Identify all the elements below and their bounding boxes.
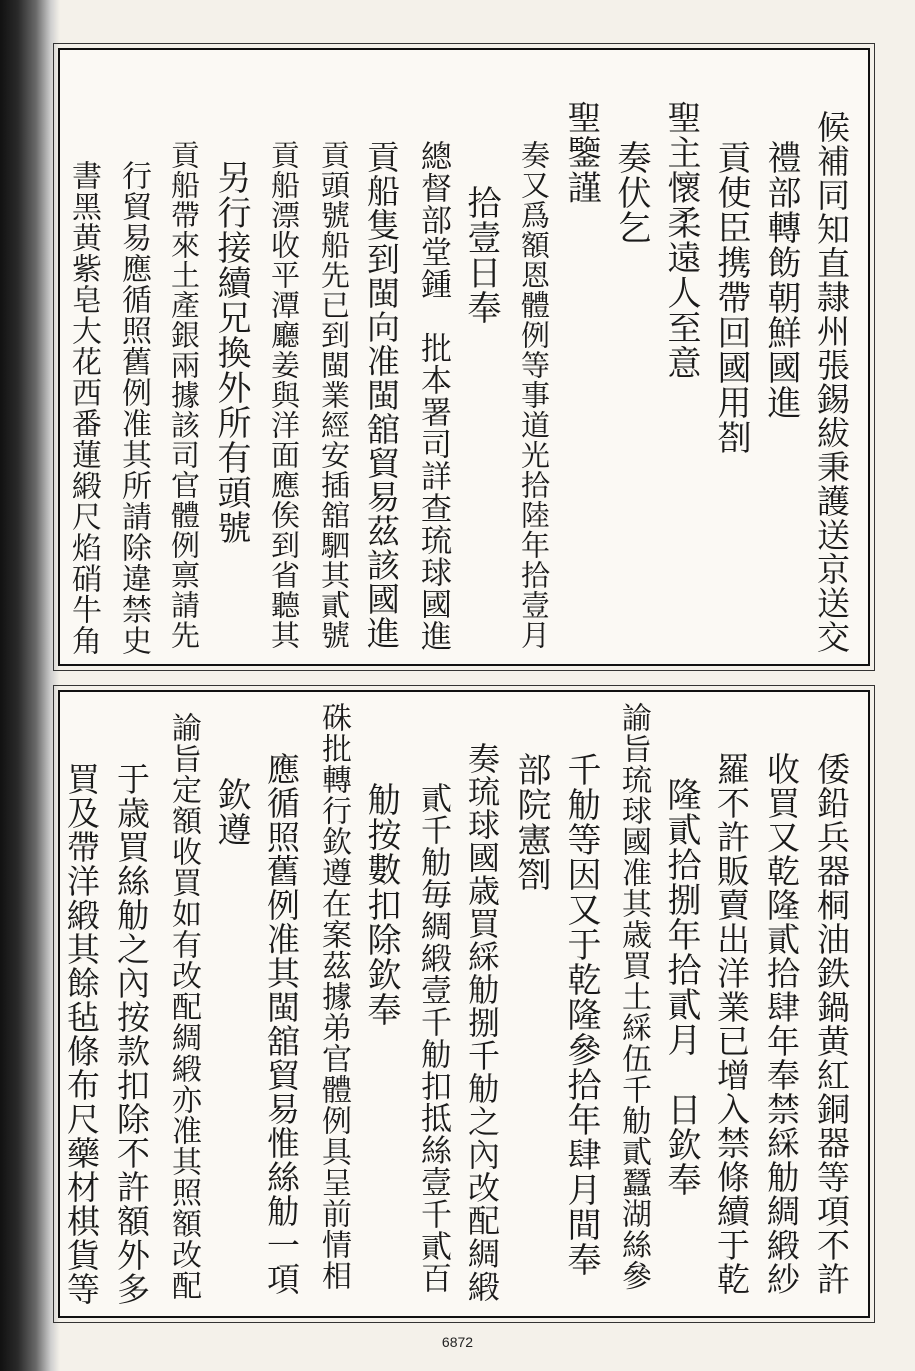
text-column: 總督部堂鍾 批本署司詳查琉球國進	[415, 140, 451, 652]
top-text-panel	[58, 48, 870, 666]
text-column: 諭旨琉球國准其歳買土綵伍千觔貳蠶湖絲參	[616, 702, 651, 1291]
text-column: 貢船帶來土產銀兩據該司官體例禀請先	[167, 140, 201, 650]
text-column: 行貿易應循照舊例准其所請除違禁史	[116, 160, 151, 656]
text-column: 應循照舊例准其閩舘貿易惟絲觔一項	[262, 752, 301, 1296]
text-column: 聖鑒謹	[561, 100, 601, 205]
text-column: 禮部轉飭朝鮮國進	[761, 140, 801, 420]
text-column: 另行接續兄換外所有頭號	[211, 160, 251, 545]
text-column: 收買又乾隆貳拾肆年奉禁綵觔綢緞紗	[762, 752, 801, 1296]
bottom-text-panel	[58, 690, 870, 1318]
book-spine-shadow	[0, 0, 60, 1371]
text-column: 千觔等因又于乾隆參拾年肆月間奉	[561, 752, 601, 1277]
text-column: 貢使臣携帶回國用剳	[711, 140, 751, 455]
text-column: 隆貳拾捌年拾貳月 日欽奉	[661, 777, 701, 1197]
text-column: 聖主懷柔遠人至意	[661, 100, 701, 380]
text-column: 欽遵	[211, 777, 251, 847]
text-column: 于歳買絲觔之內按款扣除不許額外多	[112, 762, 151, 1306]
text-column: 觔按數扣除欽奉	[361, 782, 401, 1027]
text-column: 奏伏乞	[611, 140, 651, 245]
text-column: 貳千觔毎綢緞壹千觔扣抵絲壹千貳百	[415, 782, 451, 1294]
page-number: 6872	[441, 1334, 474, 1350]
text-column: 候補同知直隷州張錫紱秉護送京送交	[812, 110, 851, 654]
text-column: 奏又爲額恩體例等事道光拾陸年拾壹月	[517, 140, 551, 650]
text-column: 部院憲劄	[511, 752, 551, 892]
text-column: 硃批轉行欽遵在案茲據弟官體例具呈前情相	[316, 702, 351, 1291]
text-column: 貢船漂收平潭廳姜與洋面應俟到省聽其	[267, 140, 301, 650]
text-column: 拾壹日奉	[461, 185, 501, 325]
text-column: 諭旨定額收買如有改配綢緞亦准其照額改配	[166, 712, 201, 1301]
text-column: 貢船隻到閩向准閩舘貿易茲該國進	[362, 140, 401, 650]
text-column: 貢頭號船先已到閩業經安插舘駟其貳號	[317, 140, 351, 650]
text-column: 買及帶洋緞其餘毡條布尺藥材棋貨等	[62, 762, 101, 1306]
text-column: 羅不許販賣出洋業已增入禁條續于乾	[712, 752, 751, 1296]
text-column: 書黑黄紫皂大花西番蓮緞尺焰硝牛角	[66, 160, 101, 656]
text-column: 奏琉球國歳買綵觔捌千觔之內改配綢緞	[463, 742, 501, 1303]
text-column: 倭鉛兵器桐油鉄鍋黄紅銅器等項不許	[812, 752, 851, 1296]
